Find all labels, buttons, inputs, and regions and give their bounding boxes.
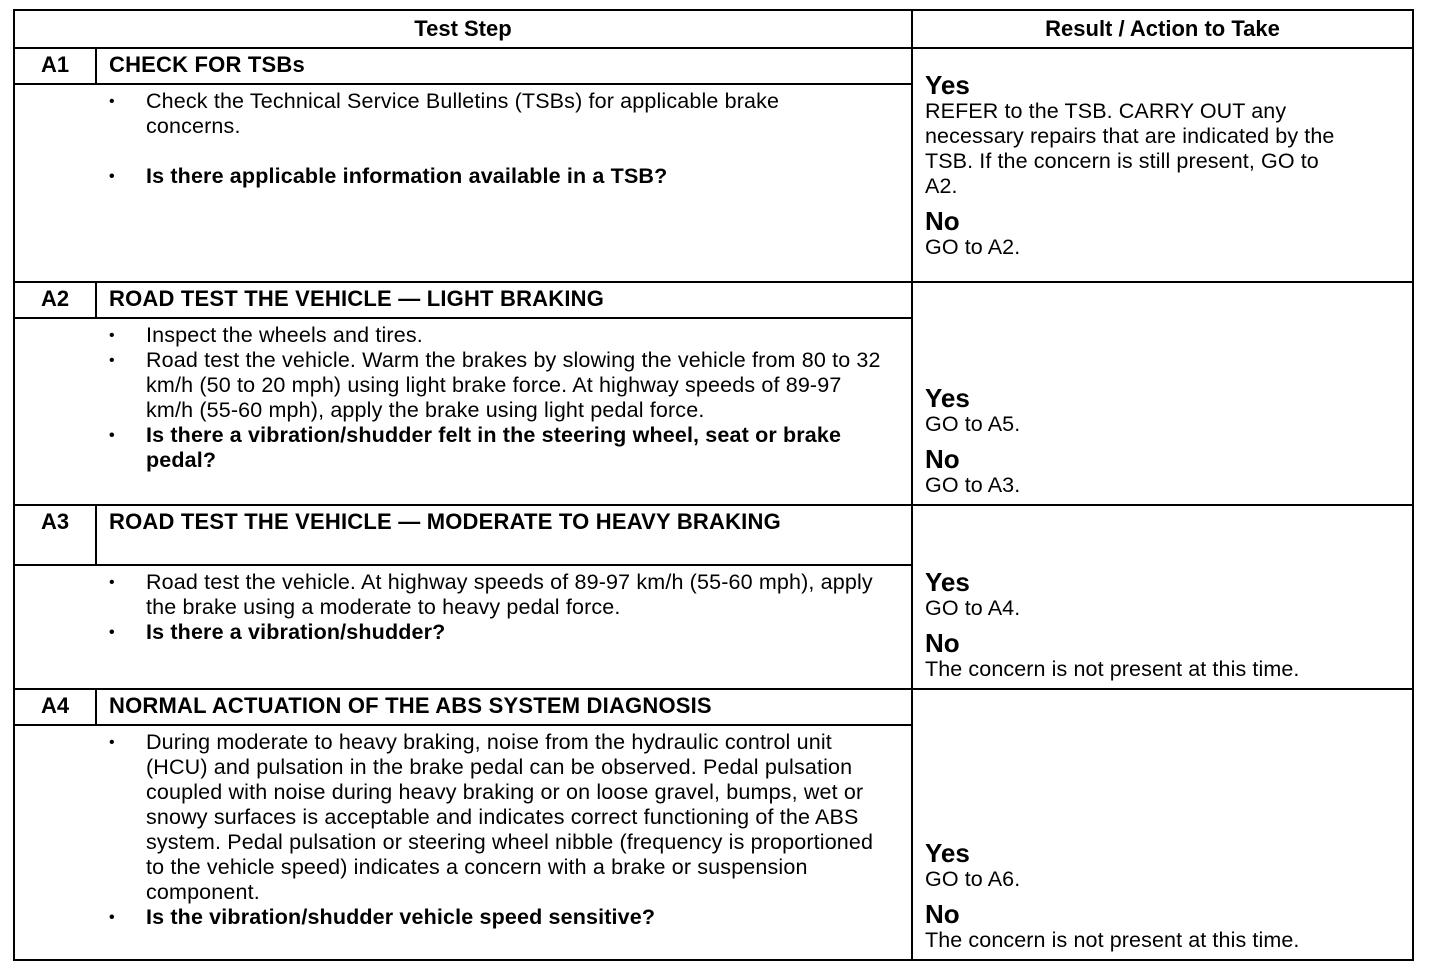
- bullet-icon: •: [109, 327, 115, 344]
- header-result: Result / Action to Take: [1045, 16, 1280, 41]
- step-instruction: • Check the Technical Service Bulletins (TSBs) for applicable brake concerns.: [109, 89, 780, 138]
- step-a2: [15, 283, 1412, 506]
- bullet-icon: •: [109, 909, 115, 926]
- yes-label: Yes: [925, 69, 970, 100]
- bullet-icon: •: [109, 427, 115, 444]
- no-label: No: [925, 628, 960, 658]
- result-cell: [913, 283, 1412, 504]
- step-question: • Is there a vibration/shudder?: [109, 620, 446, 644]
- step-instruction: • During moderate to heavy braking, noise from the hydraulic control unit (HCU) and pulsation in the brake pedal can be observed. Pedal pulsation coupled with noise during heavy braking or on loose gravel, bumps, wet or snowy surfaces is acceptable and indicates correct functioning of the ABS system. Pedal pulsation or steering wheel nibble (frequency is proportioned to the vehicle speed) indicates a concern with a brake or suspension component.: [109, 730, 874, 904]
- step-instruction: • Road test the vehicle. Warm the brakes by slowing the vehicle from 80 to 32 km/h (50 to 20 mph) using light brake force. At highway speeds of 89-97 km/h (55-60 mph), apply the brake using light pedal force.: [109, 348, 881, 422]
- bullet-icon: •: [109, 93, 115, 110]
- bullet-icon: •: [109, 734, 115, 751]
- step-question: • Is there a vibration/shudder felt in the steering wheel, seat or brake pedal?: [109, 423, 842, 472]
- step-question: • Is the vibration/shudder vehicle speed sensitive?: [109, 905, 656, 929]
- result-cell: [913, 690, 1412, 959]
- yes-action: GO to A6.: [925, 867, 1021, 891]
- no-label: No: [925, 899, 960, 929]
- yes-action: GO to A4.: [925, 596, 1021, 620]
- no-action: The concern is not present at this time.: [925, 928, 1300, 952]
- step-a3: [15, 506, 1412, 690]
- step-question: • Is there applicable information available in a TSB?: [109, 164, 668, 188]
- no-label: No: [925, 444, 960, 474]
- step-instruction: • Inspect the wheels and tires.: [109, 323, 423, 347]
- step-id: A3: [15, 506, 97, 564]
- step-instruction: • Road test the vehicle. At highway speeds of 89-97 km/h (55-60 mph), apply the brake using a moderate to heavy pedal force.: [109, 570, 873, 619]
- result-cell: [913, 49, 1412, 281]
- step-id: A4: [15, 690, 97, 724]
- yes-label: Yes: [925, 383, 970, 413]
- step-title: NORMAL ACTUATION OF THE ABS SYSTEM DIAGNOSIS: [109, 693, 712, 718]
- diagnosis-table: [13, 9, 1414, 961]
- step-title: ROAD TEST THE VEHICLE — LIGHT BRAKING: [109, 286, 605, 311]
- step-id: A1: [15, 49, 97, 83]
- yes-action: GO to A5.: [925, 412, 1021, 436]
- step-a1: [15, 49, 1412, 283]
- yes-label: Yes: [925, 567, 970, 597]
- step-id: A2: [15, 283, 97, 317]
- step-title: CHECK FOR TSBs: [109, 52, 305, 77]
- bullet-icon: •: [109, 574, 115, 591]
- bullet-icon: •: [109, 624, 115, 641]
- step-title: ROAD TEST THE VEHICLE — MODERATE TO HEAVY BRAKING: [109, 509, 781, 534]
- no-action: GO to A2.: [925, 234, 1021, 259]
- no-action: GO to A3.: [925, 473, 1021, 497]
- result-cell: [913, 506, 1412, 688]
- bullet-icon: •: [109, 168, 115, 185]
- header-test-step: Test Step: [15, 11, 913, 47]
- table-header: [15, 11, 1412, 49]
- no-action: The concern is not present at this time.: [925, 657, 1300, 681]
- yes-action: REFER to the TSB. CARRY OUT any necessary repairs that are indicated by the TSB. If the concern is still present, GO to A2.: [925, 98, 1335, 198]
- step-a4: [15, 690, 1412, 959]
- bullet-icon: •: [109, 352, 115, 369]
- no-label: No: [925, 205, 960, 236]
- yes-label: Yes: [925, 838, 970, 868]
